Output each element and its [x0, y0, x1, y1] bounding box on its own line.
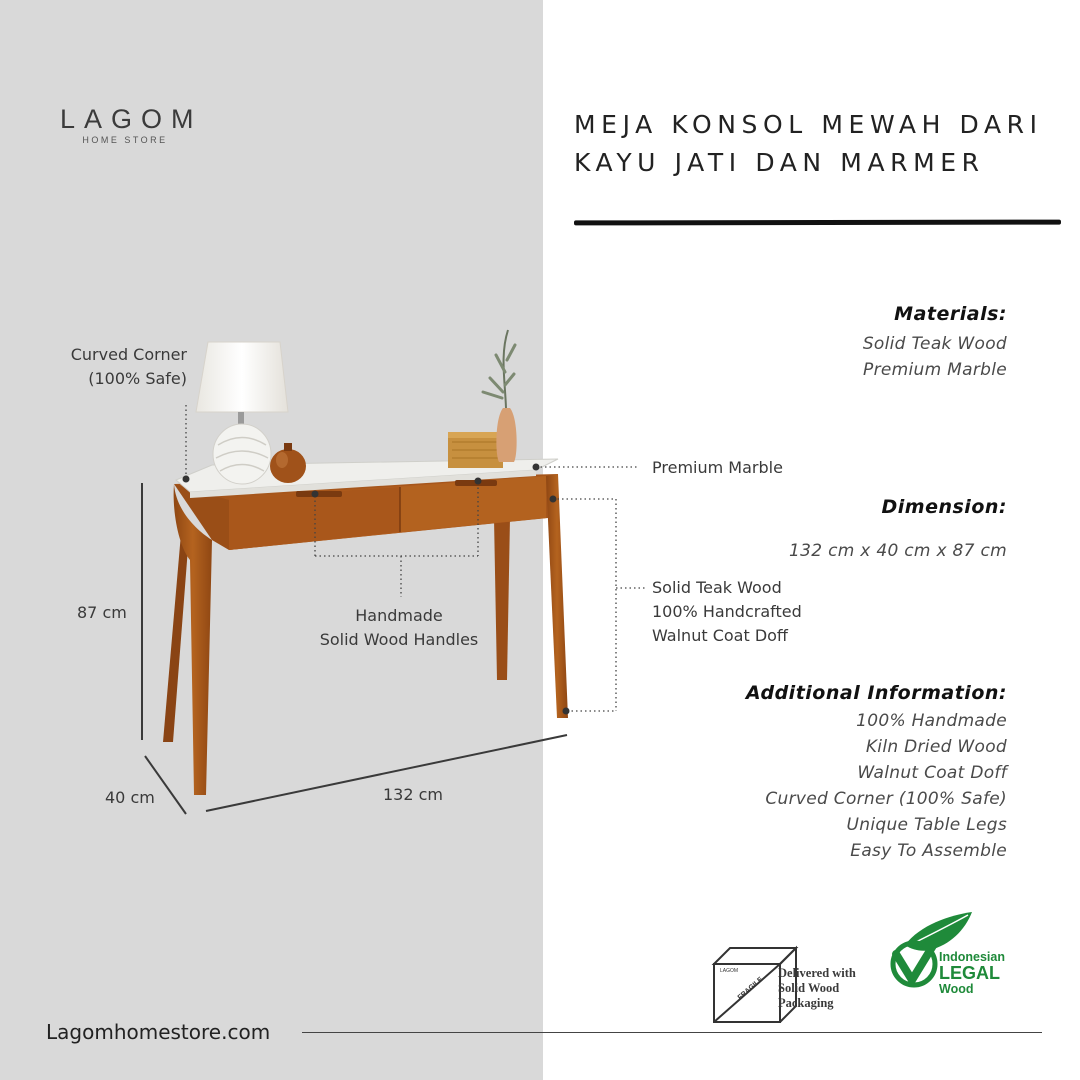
- dimension-depth-label: 40 cm: [105, 788, 155, 807]
- callout-wood-line-2: 100% Handcrafted: [652, 602, 802, 621]
- title-line-2: KAYU JATI DAN MARMER: [574, 148, 985, 177]
- dimension-width-label: 132 cm: [383, 785, 444, 804]
- callout-handles-line-1: Handmade: [355, 606, 443, 625]
- dimension-heading: Dimension:: [881, 496, 1007, 518]
- brand-name: LAGOM: [60, 104, 203, 134]
- additional-item: Unique Table Legs: [846, 815, 1007, 835]
- dimension-value: 132 cm x 40 cm x 87 cm: [789, 541, 1007, 561]
- materials-item: Solid Teak Wood: [862, 334, 1007, 354]
- additional-item: Curved Corner (100% Safe): [765, 789, 1007, 809]
- materials-item: Premium Marble: [863, 360, 1007, 380]
- callout-handles-line-2: Solid Wood Handles: [319, 630, 479, 649]
- brand-tagline: HOME STORE: [82, 135, 168, 145]
- footer-divider: [302, 1032, 1042, 1033]
- callout-corner-line-2: (100% Safe): [88, 369, 187, 388]
- additional-item: 100% Handmade: [856, 711, 1007, 731]
- legal-line-1: Indonesian: [939, 950, 1005, 964]
- additional-item: Walnut Coat Doff: [857, 763, 1007, 783]
- materials-heading: Materials:: [894, 303, 1007, 325]
- packaging-line-1: Delivered with: [778, 966, 856, 980]
- callout-wood-line-1: Solid Teak Wood: [652, 578, 782, 597]
- callout-wood-line-3: Walnut Coat Doff: [652, 626, 788, 645]
- additional-heading: Additional Information:: [745, 682, 1007, 704]
- box-fragile-text: FRAGILE: [736, 976, 765, 1002]
- footer-website-link[interactable]: Lagomhomestore.com: [46, 1020, 271, 1044]
- legal-line-3: Wood: [939, 982, 974, 996]
- title-line-1: MEJA KONSOL MEWAH DARI: [574, 110, 1043, 139]
- box-logo-text: LAGOM: [720, 968, 739, 974]
- legal-line-2: LEGAL: [939, 963, 1000, 983]
- packaging-line-3: Packaging: [778, 996, 834, 1010]
- dimension-height-label: 87 cm: [77, 603, 127, 622]
- callout-premium-marble: Premium Marble: [652, 458, 783, 477]
- packaging-line-2: Solid Wood: [778, 981, 840, 995]
- callout-corner-line-1: Curved Corner: [70, 345, 187, 364]
- additional-item: Kiln Dried Wood: [865, 737, 1007, 757]
- additional-item: Easy To Assemble: [850, 841, 1007, 861]
